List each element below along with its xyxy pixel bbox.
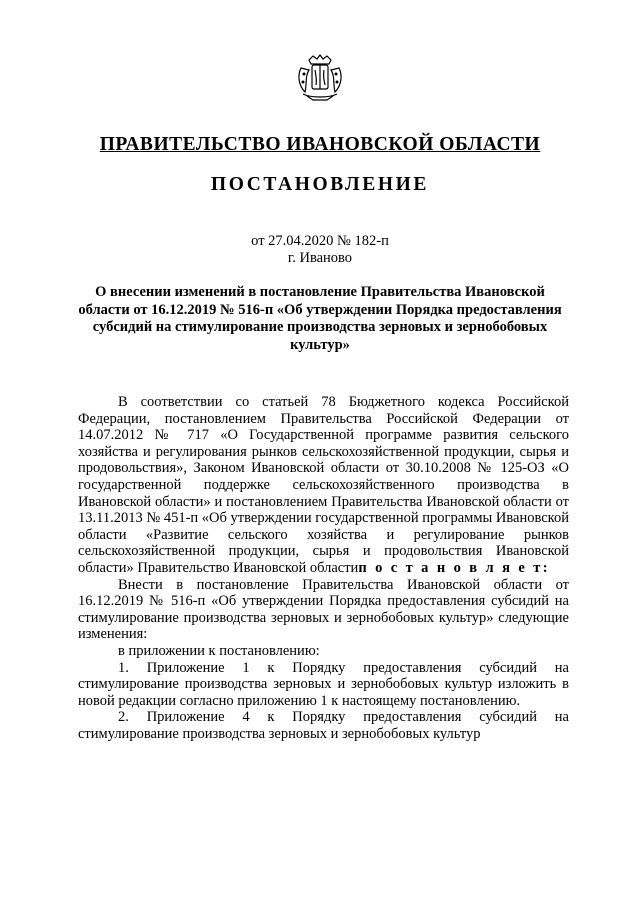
paragraph-annex: в приложении к постановлению: xyxy=(118,642,320,659)
paragraph-preamble xyxy=(78,394,569,577)
document-body xyxy=(78,394,569,742)
document-meta xyxy=(0,233,640,267)
paragraph-item-2: 2. Приложение 4 к Порядку предоставления субсидий на стимулирование производства зерновых и зернобобовых культур xyxy=(78,709,569,742)
document-title: О внесении изменений в постановление Правительства Ивановской области от 16.12.2019 № 516-п «Об утверждении Порядка предоставления субсидий на стимулирование производства зерновых и зернобобовых культур» xyxy=(78,284,562,353)
preamble-text: В соответствии со статьей 78 Бюджетного кодекса Российской Федерации, постановлением Правительства Российской Федерации от 14.07.2012 № 717 «О Государственной программе развития сельского хозяйства и регулирования рынков сельскохозяйственной продукции, сырья и продовольствия», Законом Ивановской области от 30.10.2008 № 125-ОЗ «О государственной поддержке сельскохозяйственного производства в Ивановской области» и постановлением Правительства Ивановской области от 13.11.2013 № 451-п «Об утверждении государственной программы Ивановской области «Развитие сельского хозяйства и регулирование рынков сельскохозяйственной продукции, сырья и продовольствия Ивановской области» Правительство Ивановской области xyxy=(78,394,569,576)
resolves-emphasis: п о с т а н о в л я е т: xyxy=(358,559,551,576)
paragraph-amend: Внести в постановление Правительства Ивановской области от 16.12.2019 № 516-п «Об утверждении Порядка предоставления субсидий на стимулирование производства зерновых и зернобобовых культур» следующие изменения: xyxy=(78,576,569,643)
coat-of-arms-icon xyxy=(295,54,345,102)
government-name: ПРАВИТЕЛЬСТВО ИВАНОВСКОЙ ОБЛАСТИ xyxy=(99,134,541,155)
paragraph-item-1: 1. Приложение 1 к Порядку предоставления субсидий на стимулирование производства зерновых и зернобобовых культур изложить в новой редакции согласно приложению 1 к настоящему постановлению. xyxy=(78,659,569,709)
city: г. Иваново xyxy=(287,250,353,266)
date-number: от 27.04.2020 № 182-п xyxy=(251,233,389,249)
document-type: ПОСТАНОВЛЕНИЕ xyxy=(210,174,430,195)
